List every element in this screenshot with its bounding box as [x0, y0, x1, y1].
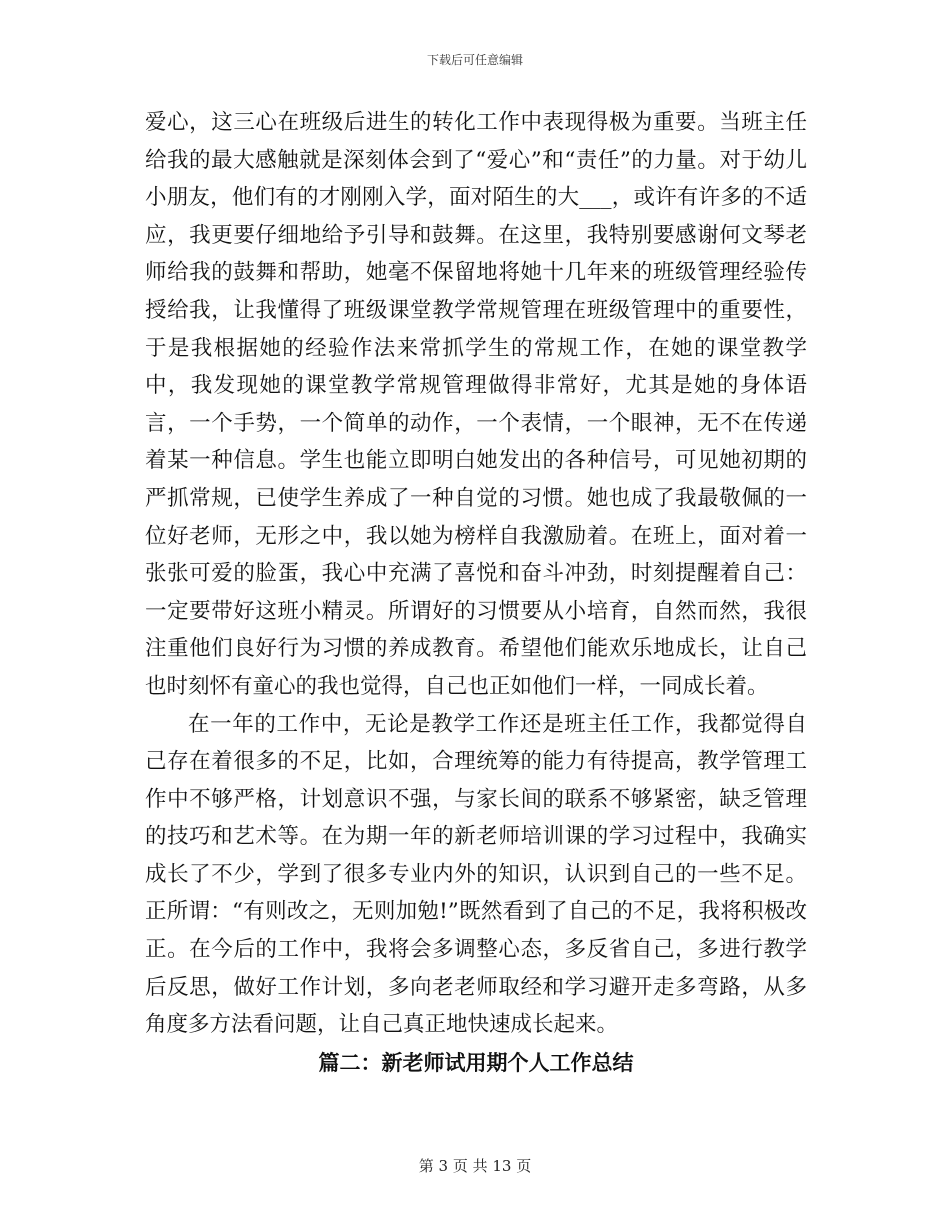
document-body [145, 104, 807, 1081]
section-heading: 篇二：新老师试用期个人工作总结 [318, 1049, 634, 1075]
page-number-indicator: 第 3 页 共 13 页 [418, 1157, 532, 1175]
body-paragraph-1: 爱心，这三心在班级后进生的转化工作中表现得极为重要。当班主任给我的最大感触就是深刻体会到了“爱心”和“责任”的力量。对于幼儿小朋友，他们有的才刚刚入学，面对陌生的大___，或许有许多的不适应，我更要仔细地给予引导和鼓舞。在这里，我特别要感谢何文琴老师给我的鼓舞和帮助，她毫不保留地将她十几年来的班级管理经验传授给我，让我懂得了班级课堂教学常规管理在班级管理中的重要性，于是我根据她的经验作法来常抓学生的常规工作，在她的课堂教学中，我发现她的课堂教学常规管理做得非常好，尤其是她的身体语言，一个手势，一个简单的动作，一个表情，一个眼神，无不在传递着某一种信息。学生也能立即明白她发出的各种信号，可见她初期的严抓常规，已使学生养成了一种自觉的习惯。她也成了我最敬佩的一位好老师，无形之中，我以她为榜样自我激励着。在班上，面对着一张张可爱的脸蛋，我心中充满了喜悦和奋斗冲劲，时刻提醒着自己：一定要带好这班小精灵。所谓好的习惯要从小培育，自然而然，我很注重他们良好行为习惯的养成教育。希望他们能欢乐地成长，让自己也时刻怀有童心的我也觉得，自己也正如他们一样，一同成长着。 [145, 110, 808, 699]
page-header-note: 下载后可任意编辑 [426, 53, 523, 67]
body-paragraph-2: 在一年的工作中，无论是教学工作还是班主任工作，我都觉得自己存在着很多的不足，比如，合理统筹的能力有待提高，教学管理工作中不够严格，计划意识不强，与家长间的联系不够紧密，缺乏管理的技巧和艺术等。在为期一年的新老师培训课的学习过程中，我确实成长了不少，学到了很多专业内外的知识，认识到自己的一些不足。正所谓：“有则改之，无则加勉!”既然看到了自己的不足，我将积极改正。在今后的工作中，我将会多调整心态，多反省自己，多进行教学后反思，做好工作计划，多向老老师取经和学习避开走多弯路，从多角度多方法看问题，让自己真正地快速成长起来。 [145, 711, 807, 1038]
